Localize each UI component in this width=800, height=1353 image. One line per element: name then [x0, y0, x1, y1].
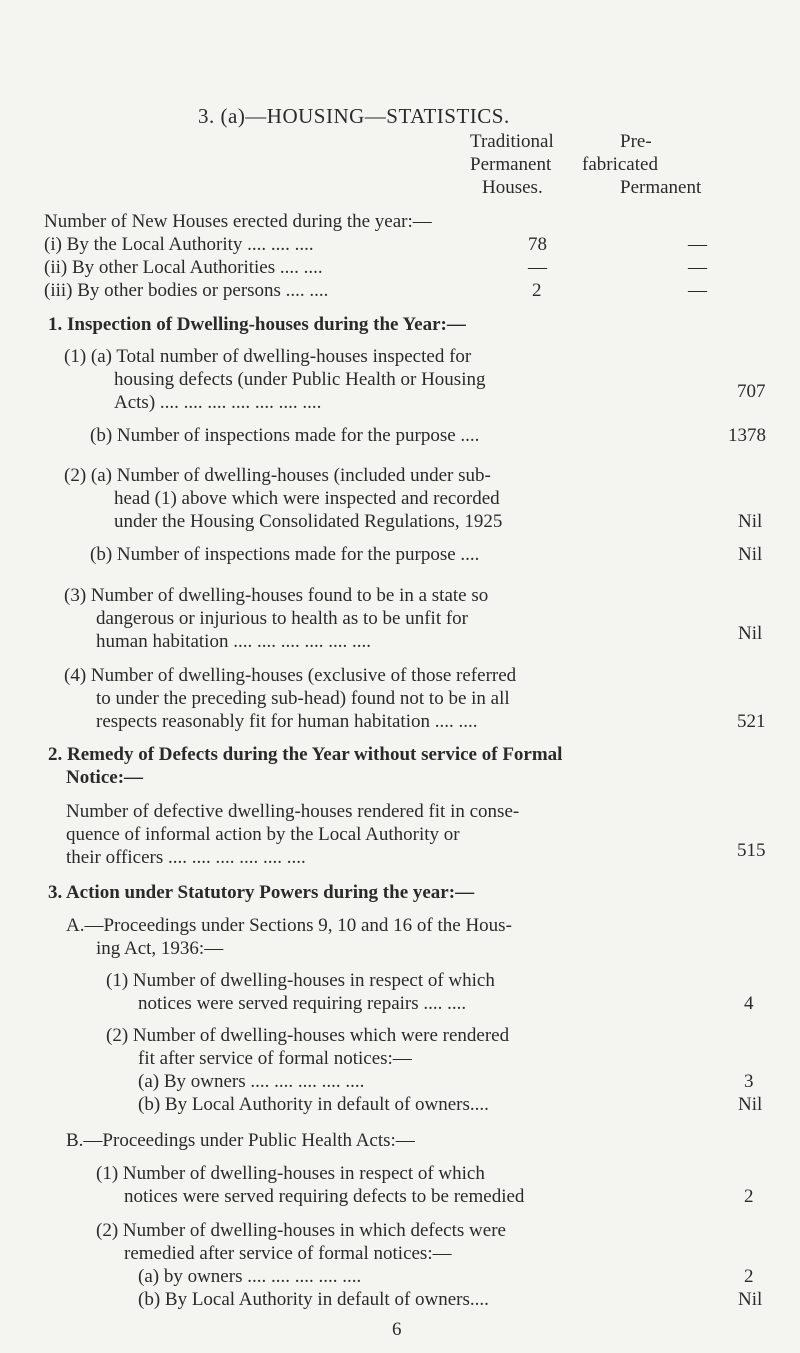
item-3-line: (3) Number of dwelling-houses found to be in a state so	[64, 585, 489, 606]
item-1a-line: (1) (a) Total number of dwelling-houses inspected for	[64, 346, 472, 367]
col-header-prefab-1: Pre-	[620, 131, 652, 152]
item-a1-line: (1) Number of dwelling-houses in respect of which	[106, 970, 495, 991]
item-a1-value: 4	[744, 993, 754, 1014]
item-b1-value: 2	[744, 1186, 754, 1207]
item-b2-line: (2) Number of dwelling-houses in which defects were	[96, 1220, 506, 1241]
section-2-value: 515	[737, 840, 766, 861]
section-2-heading: 2. Remedy of Defects during the Year without service of Formal	[48, 744, 563, 765]
item-b2b-label: (b) By Local Authority in default of owners....	[138, 1289, 489, 1310]
section-3b-heading: B.—Proceedings under Public Health Acts:—	[66, 1130, 415, 1151]
item-3-value: Nil	[738, 623, 763, 644]
new-houses-row-prefab: —	[688, 280, 707, 301]
col-header-permanent: Permanent	[620, 177, 702, 198]
item-a2a-value: 3	[744, 1071, 754, 1092]
col-header-traditional-2: Permanent	[470, 154, 552, 175]
item-1b-value: 1378	[728, 425, 766, 446]
item-b2a-value: 2	[744, 1266, 754, 1287]
item-a1-line: notices were served requiring repairs .... ....	[138, 993, 467, 1014]
item-1a-line: housing defects (under Public Health or Housing	[114, 369, 486, 390]
item-2a-line: (2) (a) Number of dwelling-houses (included under sub-	[64, 465, 491, 486]
section-3-heading: 3. Action under Statutory Powers during the year:—	[48, 882, 475, 903]
item-a2-line: (2) Number of dwelling-houses which were rendered	[106, 1025, 510, 1046]
item-a2b-value: Nil	[738, 1094, 763, 1115]
item-4-value: 521	[737, 711, 766, 732]
item-4-line: (4) Number of dwelling-houses (exclusive of those referred	[64, 665, 517, 686]
item-2a-value: Nil	[738, 511, 763, 532]
item-a2a-label: (a) By owners .... .... .... .... ....	[138, 1071, 365, 1092]
section-3a-heading: ing Act, 1936:—	[96, 938, 224, 959]
item-a2-line: fit after service of formal notices:—	[138, 1048, 412, 1069]
item-b1-line: (1) Number of dwelling-houses in respect of which	[96, 1163, 485, 1184]
item-b1-line: notices were served requiring defects to be remedied	[124, 1186, 525, 1207]
item-1a-value: 707	[737, 381, 766, 402]
item-2b-line: (b) Number of inspections made for the purpose ....	[90, 544, 480, 565]
new-houses-heading: Number of New Houses erected during the year:—	[44, 211, 432, 232]
section-1-heading: 1. Inspection of Dwelling-houses during the Year:—	[48, 314, 466, 335]
item-b2a-label: (a) by owners .... .... .... .... ....	[138, 1266, 362, 1287]
item-b2b-value: Nil	[738, 1289, 763, 1310]
item-3-line: human habitation .... .... .... .... .... ....	[96, 631, 371, 652]
section-2-line: quence of informal action by the Local Authority or	[66, 824, 460, 845]
page-title: 3. (a)—HOUSING—STATISTICS.	[198, 104, 510, 128]
new-houses-row-traditional: —	[528, 257, 547, 278]
new-houses-row-traditional: 2	[532, 280, 542, 301]
page-number: 6	[392, 1319, 402, 1340]
col-header-prefab-2: fabricated	[582, 154, 658, 175]
item-2a-line: head (1) above which were inspected and recorded	[114, 488, 500, 509]
item-4-line: to under the preceding sub-head) found not to be in all	[96, 688, 510, 709]
new-houses-row-prefab: —	[688, 234, 707, 255]
item-2a-line: under the Housing Consolidated Regulations, 1925	[114, 511, 503, 532]
new-houses-row-label: (i) By the Local Authority .... .... ....	[44, 234, 314, 255]
section-2-heading: Notice:—	[66, 767, 144, 788]
item-3-line: dangerous or injurious to health as to be unfit for	[96, 608, 469, 629]
section-2-line: Number of defective dwelling-houses rendered fit in conse-	[66, 801, 520, 822]
new-houses-row-label: (ii) By other Local Authorities .... ....	[44, 257, 323, 278]
new-houses-row-prefab: —	[688, 257, 707, 278]
item-4-line: respects reasonably fit for human habitation .... ....	[96, 711, 478, 732]
item-2b-value: Nil	[738, 544, 763, 565]
item-b2-line: remedied after service of formal notices:—	[124, 1243, 452, 1264]
section-3a-heading: A.—Proceedings under Sections 9, 10 and 16 of the Hous-	[66, 915, 512, 936]
item-1b-line: (b) Number of inspections made for the purpose ....	[90, 425, 480, 446]
item-a2b-label: (b) By Local Authority in default of owners....	[138, 1094, 489, 1115]
col-header-traditional-1: Traditional	[470, 131, 554, 152]
section-2-line: their officers .... .... .... .... .... ....	[66, 847, 306, 868]
new-houses-row-label: (iii) By other bodies or persons .... ....	[44, 280, 329, 301]
item-1a-line: Acts) .... .... .... .... .... .... ....	[114, 392, 322, 413]
col-header-houses: Houses.	[482, 177, 543, 198]
new-houses-row-traditional: 78	[528, 234, 547, 255]
